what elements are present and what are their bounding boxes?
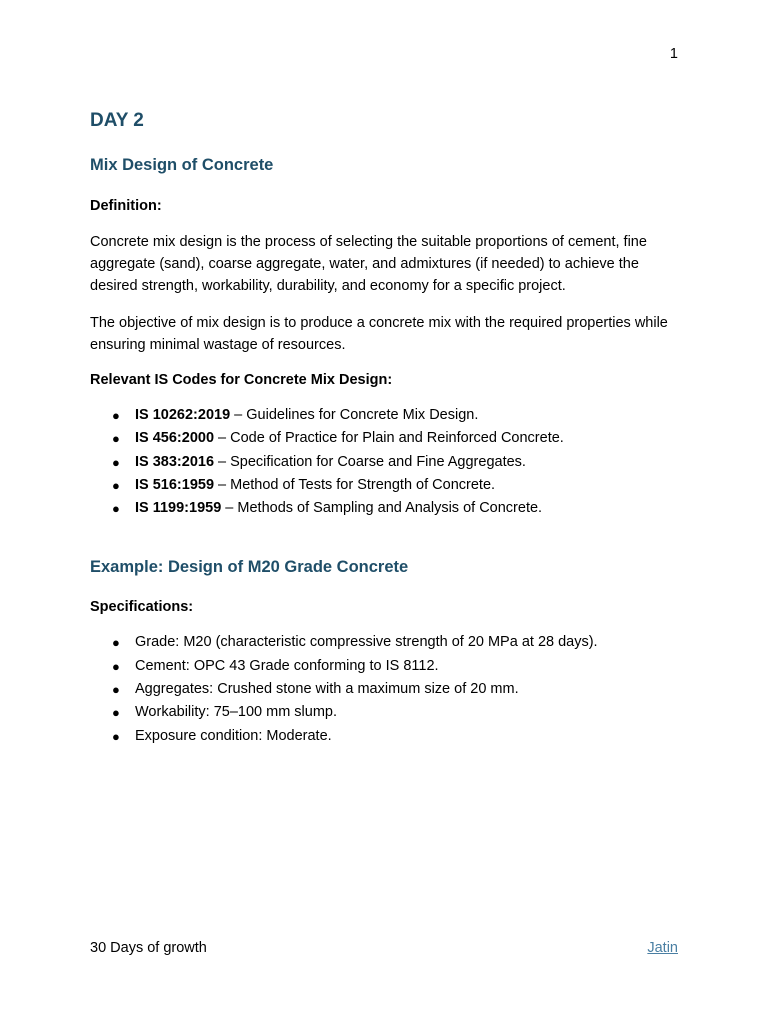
bullet-icon: ● <box>112 728 120 744</box>
code-number: IS 10262:2019 <box>135 407 231 423</box>
code-description: – Guidelines for Concrete Mix Design. <box>230 407 479 423</box>
list-item <box>90 655 680 678</box>
spec-text: Aggregates: Crushed stone with a maximum size of 20 mm. <box>135 681 519 698</box>
spec-text: Workability: 75–100 mm slump. <box>135 704 338 721</box>
bullet-icon: ● <box>112 501 120 517</box>
list-item <box>90 497 680 520</box>
code-number: IS 456:2000 <box>135 430 215 447</box>
list-item <box>90 631 680 654</box>
code-number: IS 1199:1959 <box>135 500 222 517</box>
code-description: – Code of Practice for Plain and Reinforced Concrete. <box>214 430 564 447</box>
document-body <box>90 110 680 748</box>
section-title: Mix Design of Concrete <box>90 156 274 174</box>
list-item <box>90 678 680 701</box>
bullet-icon: ● <box>112 705 120 721</box>
code-description: – Method of Tests for Strength of Concrete. <box>214 476 496 493</box>
example-heading: Example: Design of M20 Grade Concrete <box>90 558 409 577</box>
list-item <box>90 451 680 474</box>
list-item <box>90 701 680 724</box>
list-item <box>90 725 680 748</box>
footer-title: 30 Days of growth <box>90 940 207 956</box>
specifications-list <box>90 631 680 747</box>
is-codes-list <box>90 404 680 520</box>
specifications-label: Specifications: <box>90 599 194 616</box>
bullet-icon: ● <box>112 408 120 423</box>
spec-text: Cement: OPC 43 Grade conforming to IS 8112. <box>135 657 439 674</box>
code-number: IS 383:2016 <box>135 453 215 470</box>
bullet-icon: ● <box>112 635 120 651</box>
definition-label: Definition: <box>90 198 162 214</box>
list-item <box>90 404 680 427</box>
definition-paragraph: Concrete mix design is the process of selecting the suitable proportions of cement, fine aggregate (sand), coarse aggregate, water, and admixtures (if needed) to achieve the desired strength, workability, durability, and economy for a specific project. <box>90 234 647 294</box>
bullet-icon: ● <box>112 658 120 674</box>
code-description: – Specification for Coarse and Fine Aggregates. <box>214 453 526 470</box>
page-number: 1 <box>669 46 678 62</box>
bullet-icon: ● <box>112 477 120 493</box>
objective-paragraph: The objective of mix design is to produce a concrete mix with the required properties while ensuring minimal wastage of resources. <box>90 315 668 353</box>
footer-author-link[interactable]: Jatin <box>647 940 678 956</box>
code-number: IS 516:1959 <box>135 476 215 493</box>
day-title: DAY 2 <box>90 110 144 131</box>
codes-heading: Relevant IS Codes for Concrete Mix Design: <box>90 372 393 388</box>
spec-text: Grade: M20 (characteristic compressive strength of 20 MPa at 28 days). <box>135 634 598 651</box>
code-description: – Methods of Sampling and Analysis of Concrete. <box>221 500 543 517</box>
bullet-icon: ● <box>112 682 120 698</box>
list-item <box>90 427 680 450</box>
bullet-icon: ● <box>112 431 120 447</box>
spec-text: Exposure condition: Moderate. <box>135 727 332 744</box>
list-item <box>90 474 680 497</box>
bullet-icon: ● <box>112 454 120 470</box>
